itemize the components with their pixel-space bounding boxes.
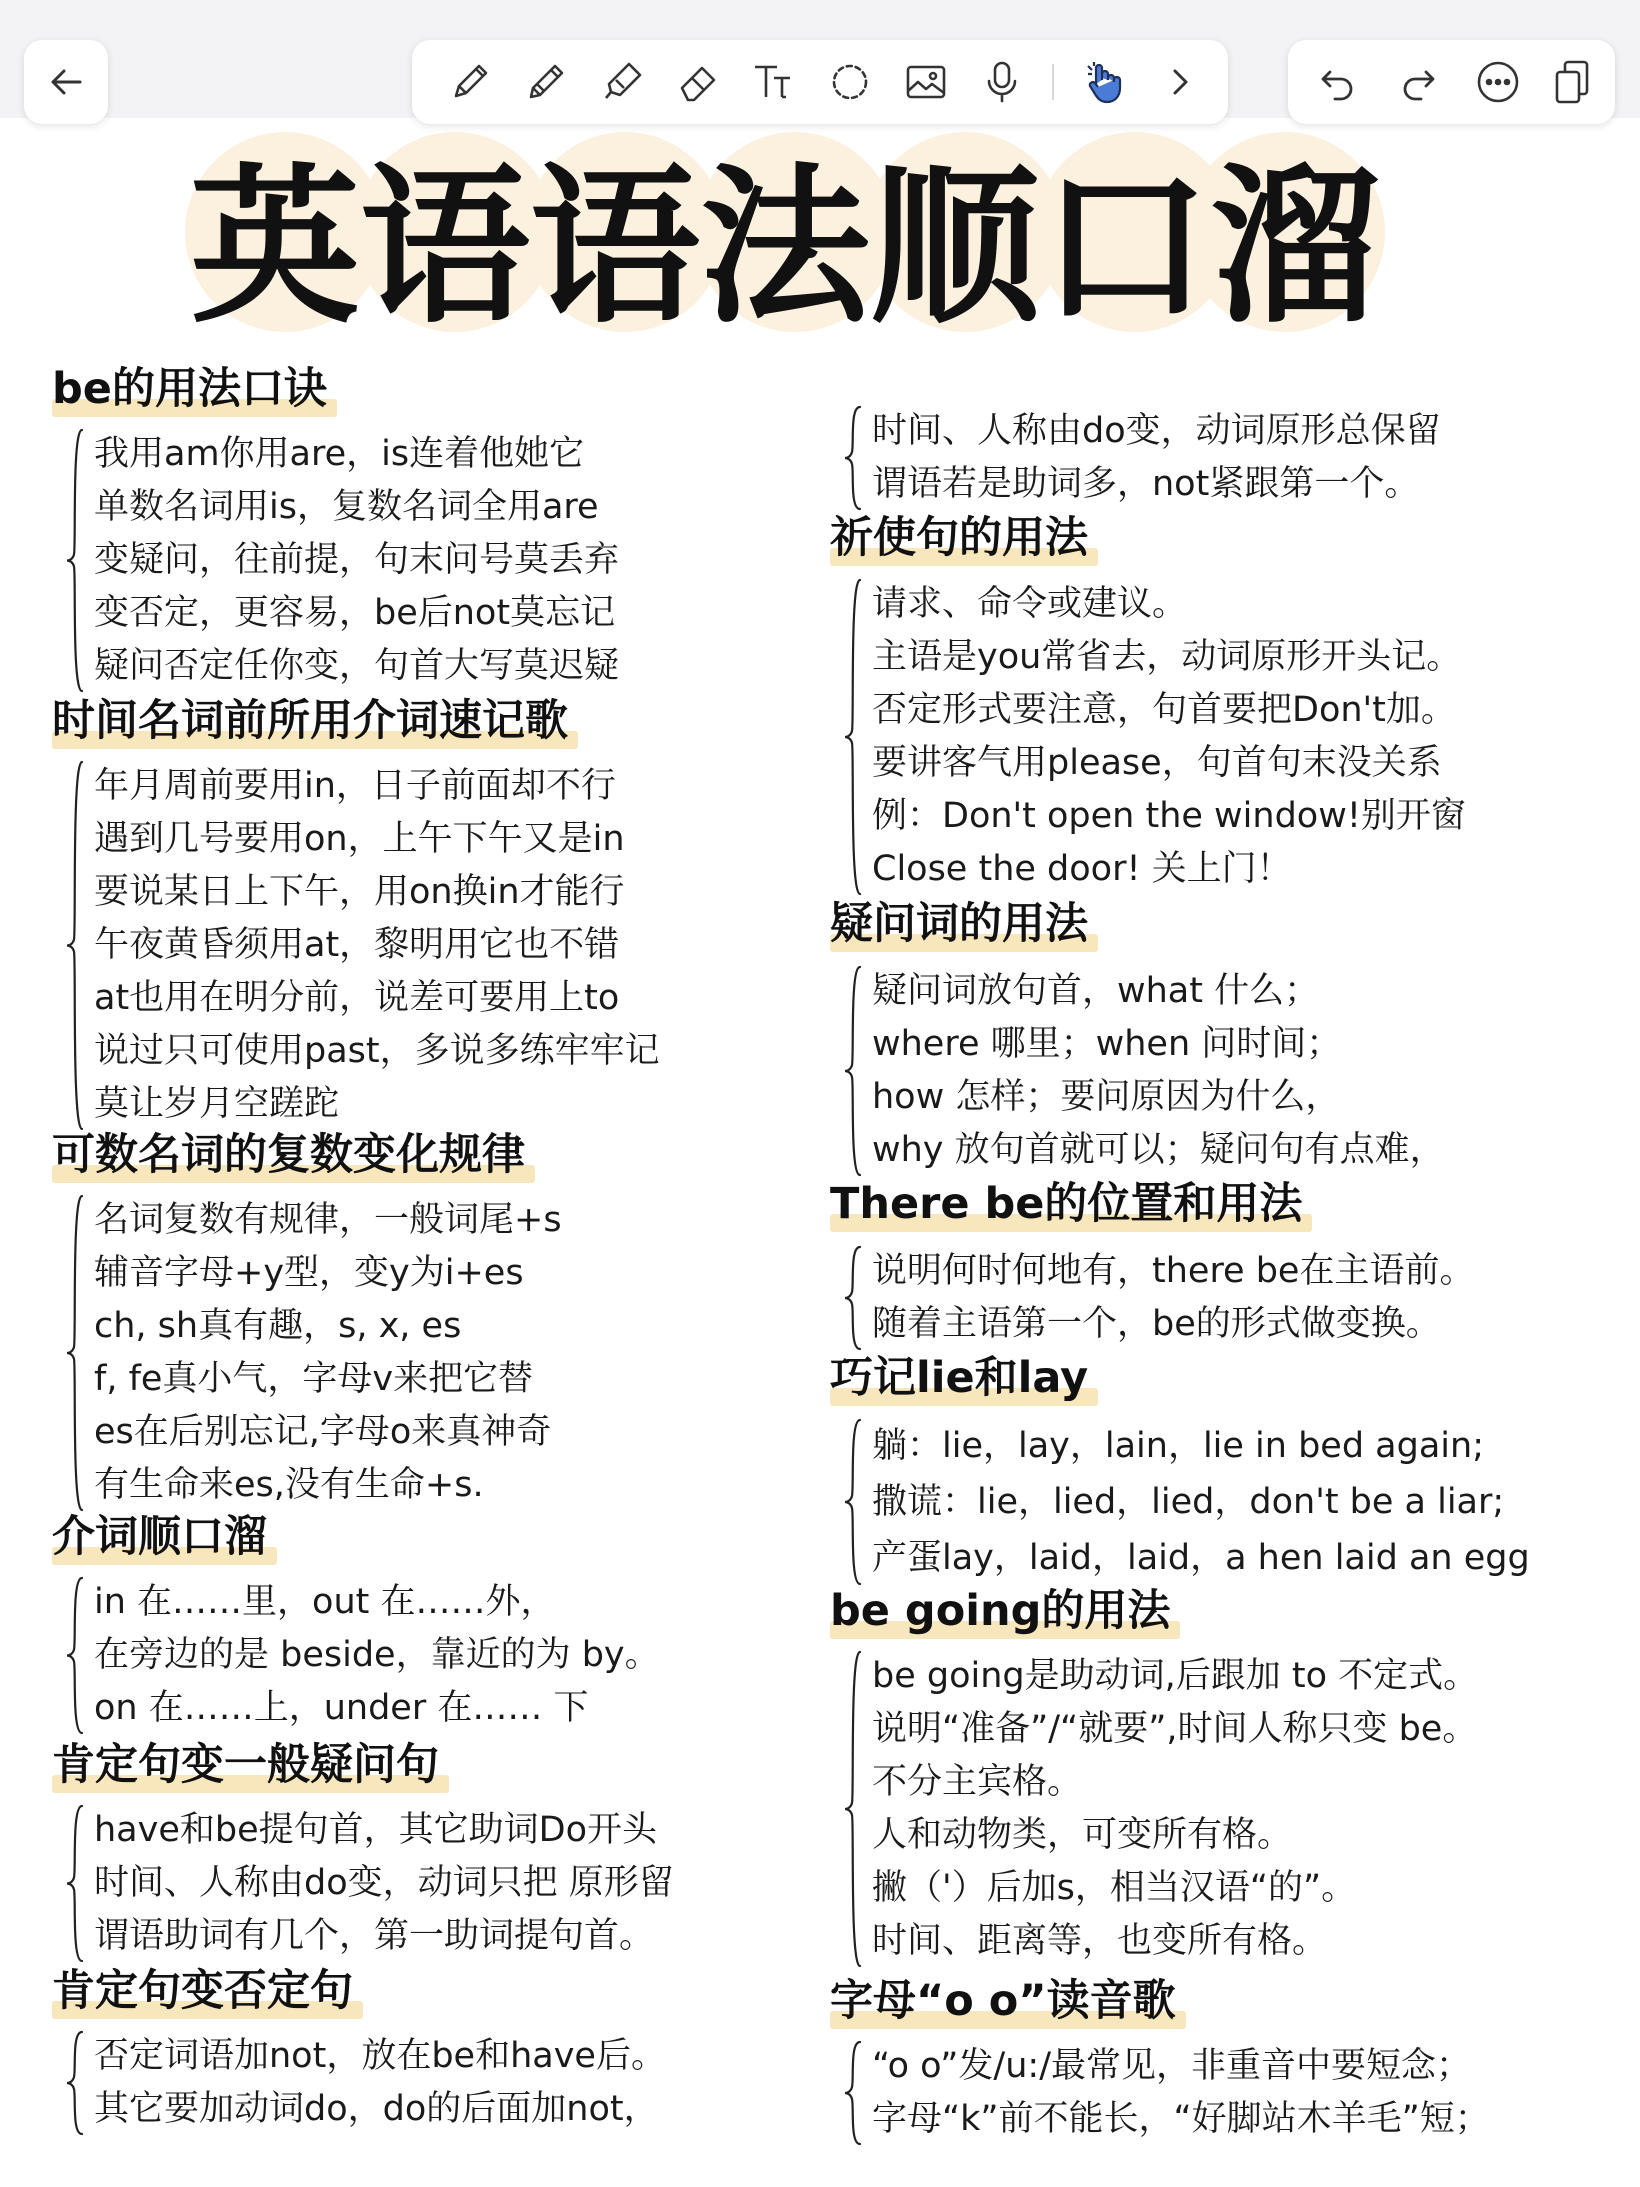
- note-line: 谓语助词有几个，第一助词提句首。: [94, 1916, 655, 1956]
- note-line: where 哪里；when 问时间；: [872, 1024, 1342, 1064]
- brace-mark: [64, 1576, 88, 1739]
- brace-mark: [842, 1418, 866, 1590]
- note-line: at也用在明分前，说差可要用上to: [94, 978, 620, 1018]
- section-heading: [830, 899, 1088, 949]
- page-title: 英语语法顺口溜: [189, 148, 1380, 347]
- note-line: 在旁边的是 beside，靠近的为 by。: [94, 1635, 660, 1675]
- note-line: 莫让岁月空蹉跎: [94, 1084, 340, 1124]
- brace-mark: [64, 2030, 88, 2140]
- heading-text: 时间名词前所用介词速记歌: [52, 696, 568, 746]
- note-line: 谓语若是助词多，not紧跟第一个。: [872, 464, 1420, 504]
- hand-touch-icon: [1080, 58, 1128, 106]
- note-line: 时间、人称由do变，动词只把 原形留: [94, 1863, 674, 1903]
- note-line: 请求、命令或建议。: [872, 584, 1188, 624]
- note-line: es在后别忘记,字母o来真神奇: [94, 1412, 552, 1452]
- note-line: ch, sh真有趣，s, x, es: [94, 1306, 462, 1346]
- note-line: 变疑问，往前提，句末问号莫丢弃: [94, 540, 620, 580]
- pencil-tool[interactable]: [518, 54, 574, 110]
- heading-text: 介词顺口溜: [52, 1512, 267, 1562]
- note-line: have和be提句首，其它助词Do开头: [94, 1810, 657, 1850]
- note-line: on 在……上，under 在…… 下: [94, 1688, 589, 1728]
- arrow-left-icon: [38, 54, 94, 110]
- section-heading: [52, 1130, 525, 1180]
- section-heading: [52, 1740, 439, 1790]
- note-line: 否定形式要注意，句首要把Don't加。: [872, 690, 1456, 730]
- more-tools-button[interactable]: [1152, 54, 1208, 110]
- undo-button[interactable]: [1310, 54, 1366, 110]
- heading-text: be的用法口诀: [52, 364, 327, 414]
- more-icon: [1474, 58, 1522, 106]
- undo-icon: [1314, 58, 1362, 106]
- section-heading: [830, 1976, 1176, 2026]
- note-line: 其它要加动词do，do的后面加not，: [94, 2089, 659, 2129]
- brace-mark: [842, 965, 866, 1181]
- highlighter-icon: [598, 58, 646, 106]
- brace-mark: [842, 405, 866, 515]
- note-line: why 放句首就可以；疑问句有点难，: [872, 1130, 1445, 1170]
- eraser-tool[interactable]: [670, 54, 726, 110]
- brace-mark: [842, 1245, 866, 1355]
- note-line: how 怎样；要问原因为什么，: [872, 1077, 1341, 1117]
- note-line: 年月周前要用in，日子前面却不行: [94, 766, 616, 806]
- lasso-icon: [826, 58, 874, 106]
- image-icon: [902, 58, 950, 106]
- eraser-icon: [674, 58, 722, 106]
- microphone-icon: [978, 58, 1026, 106]
- image-tool[interactable]: [898, 54, 954, 110]
- chevron-right-icon: [1156, 58, 1204, 106]
- note-line: 产蛋lay，laid，laid，a hen laid an egg: [872, 1538, 1530, 1578]
- brace-mark: [64, 760, 88, 1135]
- note-line: 撒谎：lie，lied，lied，don't be a liar;: [872, 1482, 1505, 1522]
- heading-text: 字母“o o”读音歌: [830, 1976, 1176, 2026]
- pages-button[interactable]: [1544, 54, 1600, 110]
- heading-text: 巧记lie和lay: [830, 1353, 1089, 1403]
- touch-mode-tool[interactable]: [1076, 54, 1132, 110]
- brace-mark: [842, 578, 866, 900]
- brace-mark: [64, 1194, 88, 1516]
- pencil-icon: [522, 58, 570, 106]
- section-heading: [830, 1353, 1089, 1403]
- section-heading: [830, 1179, 1303, 1229]
- pen-tool[interactable]: [442, 54, 498, 110]
- heading-text: 祈使句的用法: [830, 513, 1088, 563]
- heading-text: 肯定句变一般疑问句: [52, 1740, 439, 1790]
- text-tool[interactable]: [746, 54, 802, 110]
- note-line: 时间、距离等，也变所有格。: [872, 1921, 1328, 1961]
- note-line: 疑问否定任你变，句首大写莫迟疑: [94, 646, 620, 686]
- heading-text: be going的用法: [830, 1586, 1171, 1636]
- section-heading: [52, 1966, 353, 2016]
- microphone-tool[interactable]: [974, 54, 1030, 110]
- section-heading: [830, 513, 1088, 563]
- note-line: 不分主宾格。: [872, 1762, 1083, 1802]
- note-line: 字母“k”前不能长，“好脚站木羊毛”短；: [872, 2099, 1490, 2139]
- note-line: “o o”发/u:/最常见，非重音中要短念；: [872, 2046, 1471, 2086]
- highlighter-tool[interactable]: [594, 54, 650, 110]
- brace-mark: [64, 1804, 88, 1967]
- note-line: 说明“准备”/“就要”,时间人称只变 be。: [872, 1709, 1478, 1749]
- note-line: 例：Don't open the window!别开窗: [872, 796, 1466, 836]
- redo-button[interactable]: [1390, 54, 1446, 110]
- note-line: in 在……里，out 在……外，: [94, 1582, 556, 1622]
- pen-icon: [446, 58, 494, 106]
- heading-text: 可数名词的复数变化规律: [52, 1130, 525, 1180]
- section-heading: [830, 1586, 1171, 1636]
- section-heading: [52, 1512, 267, 1562]
- note-line: 变否定，更容易，be后not莫忘记: [94, 593, 616, 633]
- note-line: 我用am你用are，is连着他她它: [94, 434, 585, 474]
- note-line: 遇到几号要用on，上午下午又是in: [94, 819, 625, 859]
- lasso-tool[interactable]: [822, 54, 878, 110]
- section-heading: [52, 696, 568, 746]
- note-line: f, fe真小气，字母v来把它替: [94, 1359, 534, 1399]
- redo-icon: [1394, 58, 1442, 106]
- section-heading: [52, 364, 327, 414]
- title-banner: [175, 132, 1395, 347]
- note-line: be going是助动词,后跟加 to 不定式。: [872, 1656, 1479, 1696]
- note-line: 要讲客气用please，句首句末没关系: [872, 743, 1442, 783]
- note-line: 疑问词放句首，what 什么；: [872, 971, 1320, 1011]
- toolbar-divider: [1052, 64, 1054, 100]
- brace-mark: [842, 2040, 866, 2150]
- note-line: 辅音字母+y型，变y为i+es: [94, 1253, 524, 1293]
- note-line: 躺：lie，lay，lain，lie in bed again;: [872, 1426, 1484, 1466]
- pages-icon: [1548, 58, 1596, 106]
- brace-mark: [64, 428, 88, 697]
- note-line: 随着主语第一个，be的形式做变换。: [872, 1304, 1441, 1344]
- note-line: 说过只可使用past，多说多练牢牢记: [94, 1031, 660, 1071]
- note-line: 午夜黄昏须用at，黎明用它也不错: [94, 925, 620, 965]
- text-tool-icon: [750, 58, 798, 106]
- heading-text: 肯定句变否定句: [52, 1966, 353, 2016]
- more-options-button[interactable]: [1470, 54, 1526, 110]
- heading-text: 疑问词的用法: [830, 899, 1088, 949]
- note-line: 要说某日上下午，用on换in才能行: [94, 872, 625, 912]
- back-button[interactable]: [24, 40, 108, 124]
- note-line: Close the door! 关上门！: [872, 849, 1292, 889]
- note-line: 时间、人称由do变，动词原形总保留: [872, 411, 1441, 451]
- note-line: 撇（'）后加s，相当汉语“的”。: [872, 1868, 1357, 1908]
- note-line: 有生命来es,没有生命+s.: [94, 1465, 484, 1505]
- note-line: 说明何时何地有，there be在主语前。: [872, 1251, 1475, 1291]
- heading-text: There be的位置和用法: [830, 1179, 1303, 1229]
- note-line: 单数名词用is，复数名词全用are: [94, 487, 599, 527]
- note-line: 名词复数有规律，一般词尾+s: [94, 1200, 562, 1240]
- note-line: 主语是you常省去，动词原形开头记。: [872, 637, 1462, 677]
- note-line: 否定词语加not，放在be和have后。: [94, 2036, 666, 2076]
- note-line: 人和动物类，可变所有格。: [872, 1815, 1293, 1855]
- brace-mark: [842, 1650, 866, 1972]
